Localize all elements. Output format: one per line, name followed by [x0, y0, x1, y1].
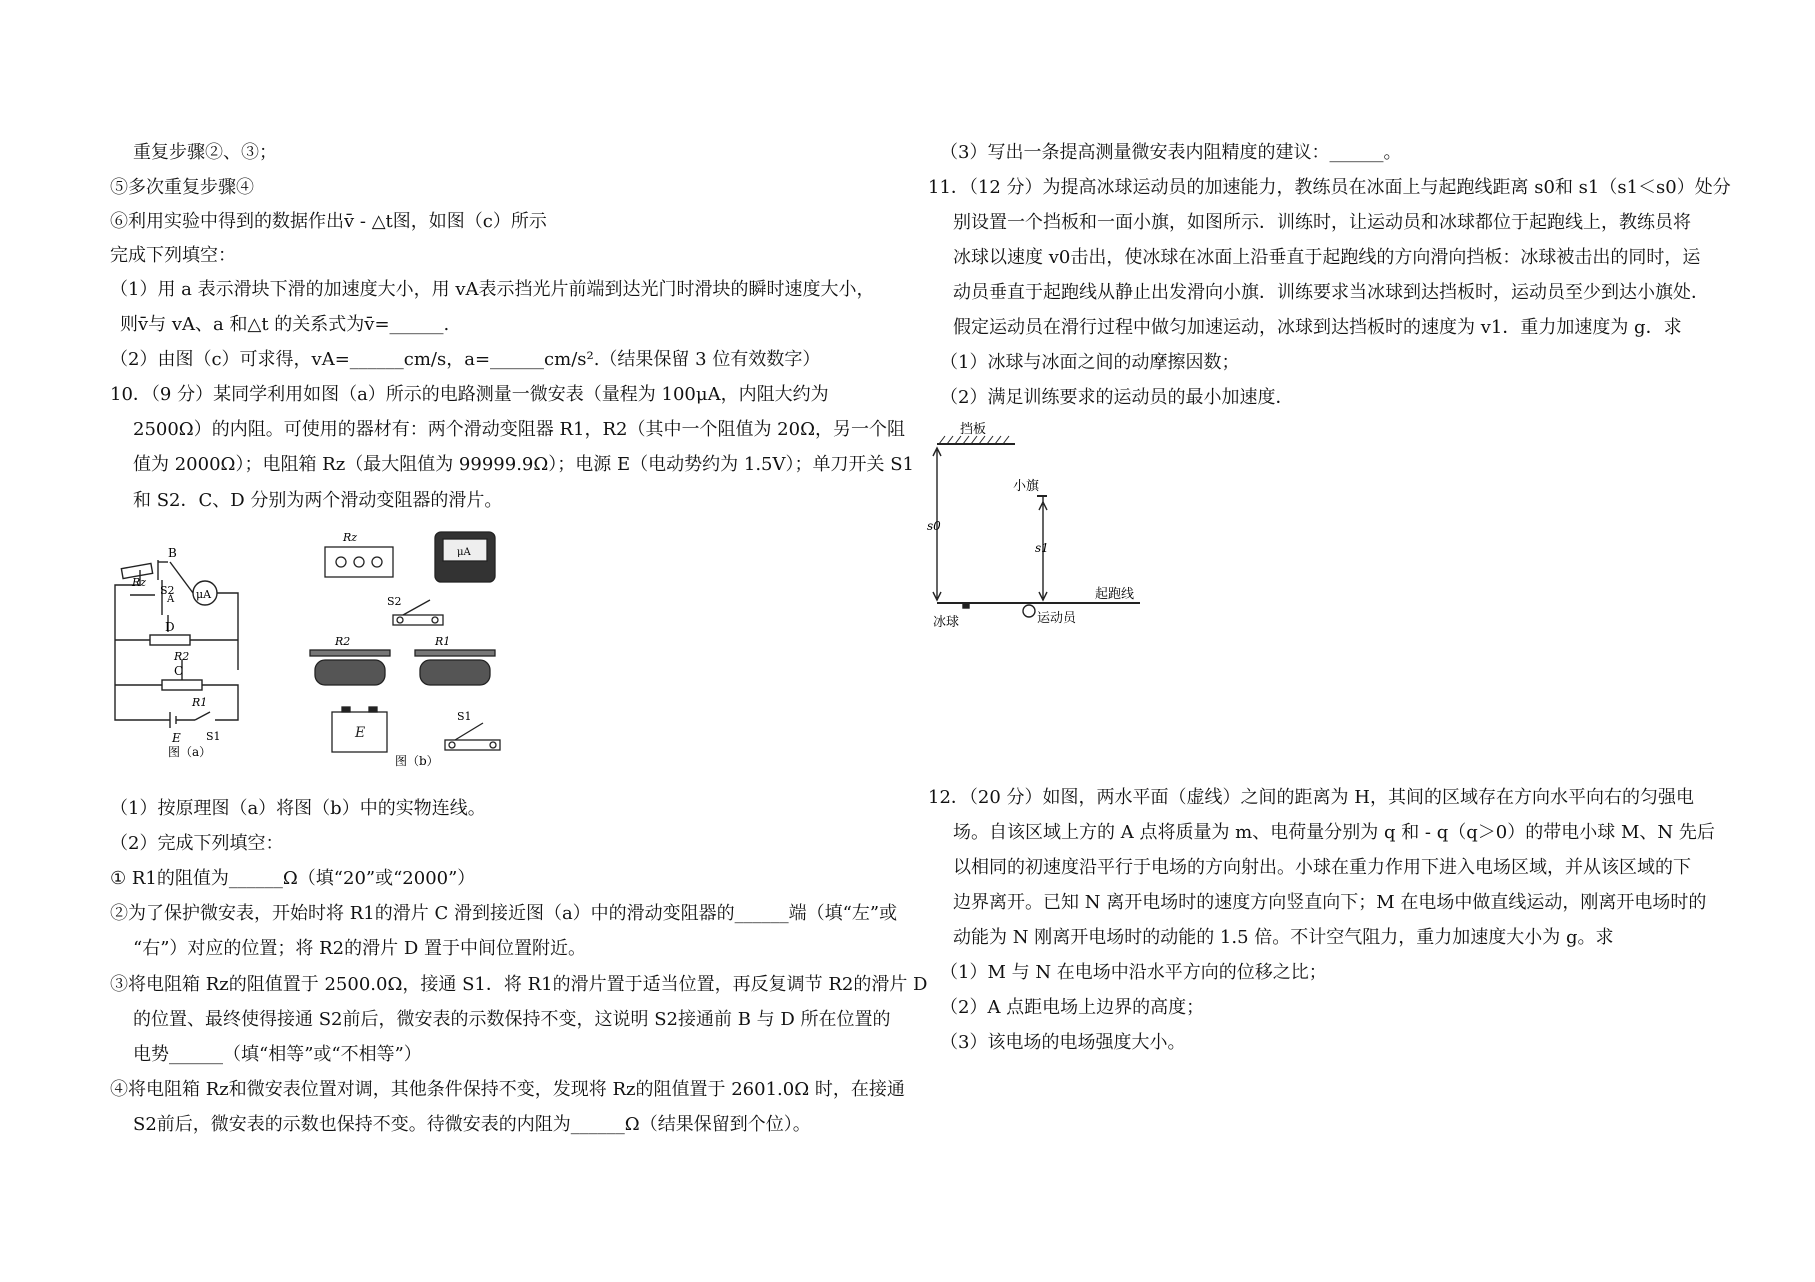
text-line: （1）M 与 N 在电场中沿水平方向的位移之比； — [940, 962, 1327, 983]
text-line: 则v̄与 vA、a 和△t 的关系式为v̄=______. — [120, 314, 450, 335]
text-line: 场。自该区域上方的 A 点将质量为 m、电荷量分别为 q 和 - q（q＞0）的带电小球 M、N 先后 — [953, 822, 1715, 843]
label-board: 挡板 — [960, 422, 987, 437]
figure-a-circuit — [110, 520, 250, 764]
text-line: 电势______（填“相等”或“不相等”） — [133, 1044, 422, 1065]
text-line: ① R1的阻值为______Ω（填“20”或“2000”） — [110, 868, 476, 889]
question-11-heading: 11．（12 分）为提高冰球运动员的加速能力，教练员在冰面上与起跑线距离 s0和 s1（s1＜s0）处分 — [928, 177, 1731, 198]
text-line: （1）冰球与冰面之间的动摩擦因数； — [940, 352, 1240, 373]
label-uA: μA — [457, 547, 471, 558]
figure-ice-hockey — [925, 420, 1145, 634]
label-C: C — [174, 664, 184, 678]
text-line: （2）A 点距电场上边界的高度； — [940, 997, 1205, 1018]
text-line: 值为 2000Ω）；电阻箱 Rz（最大阻值为 99999.9Ω）；电源 E（电动势约为 1.5V）；单刀开关 S1 — [133, 454, 915, 475]
text-line: 和 S2．C、D 分别为两个滑动变阻器的滑片。 — [133, 490, 503, 511]
text-line: “右”）对应的位置；将 R2的滑片 D 置于中间位置附近。 — [133, 938, 587, 959]
label-B: B — [168, 546, 177, 560]
text-line: 的位置、最终使得接通 S2前后，微安表的示数保持不变，这说明 S2接通前 B 与 D 所在位置的 — [133, 1009, 891, 1030]
text-line: ⑤多次重复步骤④ — [110, 177, 254, 198]
label-S1: S1 — [457, 710, 472, 723]
label-s1: s1 — [1035, 541, 1049, 555]
label-R2: R2 — [335, 635, 351, 648]
text-line: 以相同的初速度沿平行于电场的方向射出。小球在重力作用下进入电场区域，并从该区域的下 — [953, 857, 1691, 878]
label-Rz: Rz — [343, 531, 358, 544]
text-line: 别设置一个挡板和一面小旗，如图所示．训练时，让运动员和冰球都位于起跑线上，教练员将 — [953, 212, 1691, 233]
label-E: E — [355, 725, 366, 741]
text-line: 冰球以速度 v0击出，使冰球在冰面上沿垂直于起跑线的方向滑向挡板：冰球被击出的同时，运 — [953, 247, 1701, 268]
label-puck: 冰球 — [933, 615, 960, 630]
text-line: 2500Ω）的内阻。可使用的器材有：两个滑动变阻器 R1，R2（其中一个阻值为 20Ω，另一个阻 — [133, 419, 906, 440]
label-S1: S1 — [206, 730, 221, 743]
text-line: 完成下列填空： — [110, 245, 236, 266]
text-line: 假定运动员在滑行过程中做匀加速运动，冰球到达挡板时的速度为 v1．重力加速度为 g．求 — [953, 317, 1682, 338]
label-flag: 小旗 — [1013, 479, 1040, 494]
label-S2: S2 — [387, 595, 402, 608]
figure-a-caption: 图（a） — [168, 745, 212, 759]
text-line: S2前后，微安表的示数也保持不变。待微安表的内阻为______Ω（结果保留到个位）。 — [133, 1114, 811, 1135]
text-line: 重复步骤②、③； — [133, 142, 277, 163]
label-E: E — [172, 731, 181, 745]
label-R2: R2 — [174, 650, 190, 663]
text-line: （2）满足训练要求的运动员的最小加速度． — [940, 387, 1294, 408]
label-athlete: 运动员 — [1037, 611, 1077, 626]
label-D: D — [165, 620, 175, 634]
label-R1: R1 — [192, 696, 208, 709]
text-line: （1）按原理图（a）将图（b）中的实物连线。 — [110, 798, 486, 819]
rheostat-r1-icon — [420, 660, 490, 685]
text-line: （2）由图（c）可求得，vA=______cm/s，a=______cm/s².（结果保留 3 位有效数字） — [110, 349, 821, 370]
question-10-heading: 10．（9 分）某同学利用如图（a）所示的电路测量一微安表（量程为 100μA，内阻大约为 — [110, 384, 829, 405]
rheostat-r2-icon — [315, 660, 385, 685]
text-line: （2）完成下列填空： — [110, 833, 284, 854]
label-uA: μA — [196, 588, 212, 601]
question-12-heading: 12．（20 分）如图，两水平面（虚线）之间的距离为 H，其间的区域存在方向水平向右的匀强电 — [928, 787, 1694, 808]
text-line: ②为了保护微安表，开始时将 R1的滑片 C 滑到接近图（a）中的滑动变阻器的______端（填“左”或 — [110, 903, 898, 924]
text-line: 动员垂直于起跑线从静止出发滑向小旗．训练要求当冰球到达挡板时，运动员至少到达小旗处． — [953, 282, 1709, 303]
text-line: ③将电阻箱 Rz的阻值置于 2500.0Ω，接通 S1．将 R1的滑片置于适当位置，再反复调节 R2的滑片 D — [110, 974, 928, 995]
label-S2: S2 — [160, 584, 175, 597]
label-Rz: Rz — [132, 576, 147, 589]
text-line: ④将电阻箱 Rz和微安表位置对调，其他条件保持不变，发现将 Rz的阻值置于 2601.0Ω 时，在接通 — [110, 1079, 905, 1100]
text-line: 动能为 N 刚离开电场时的动能的 1.5 倍。不计空气阻力，重力加速度大小为 g。求 — [953, 927, 1614, 948]
label-start-line: 起跑线 — [1095, 587, 1135, 602]
text-line: （3）该电场的电场强度大小。 — [940, 1032, 1186, 1053]
text-line: 边界离开。已知 N 离开电场时的速度方向竖直向下；M 在电场中做直线运动，刚离开电场时的 — [953, 892, 1707, 913]
label-s0: s0 — [927, 519, 941, 533]
text-line: （3）写出一条提高测量微安表内阻精度的建议：______。 — [940, 142, 1402, 163]
label-A: A — [167, 594, 175, 605]
label-R1: R1 — [435, 635, 451, 648]
text-line: ⑥利用实验中得到的数据作出v̄ - △t图，如图（c）所示 — [110, 211, 547, 232]
figure-b-caption: 图（b） — [395, 754, 439, 768]
text-line: （1）用 a 表示滑块下滑的加速度大小，用 vA表示挡光片前端到达光门时滑块的瞬时速度大小， — [110, 279, 875, 300]
figure-b-apparatus — [305, 525, 520, 774]
